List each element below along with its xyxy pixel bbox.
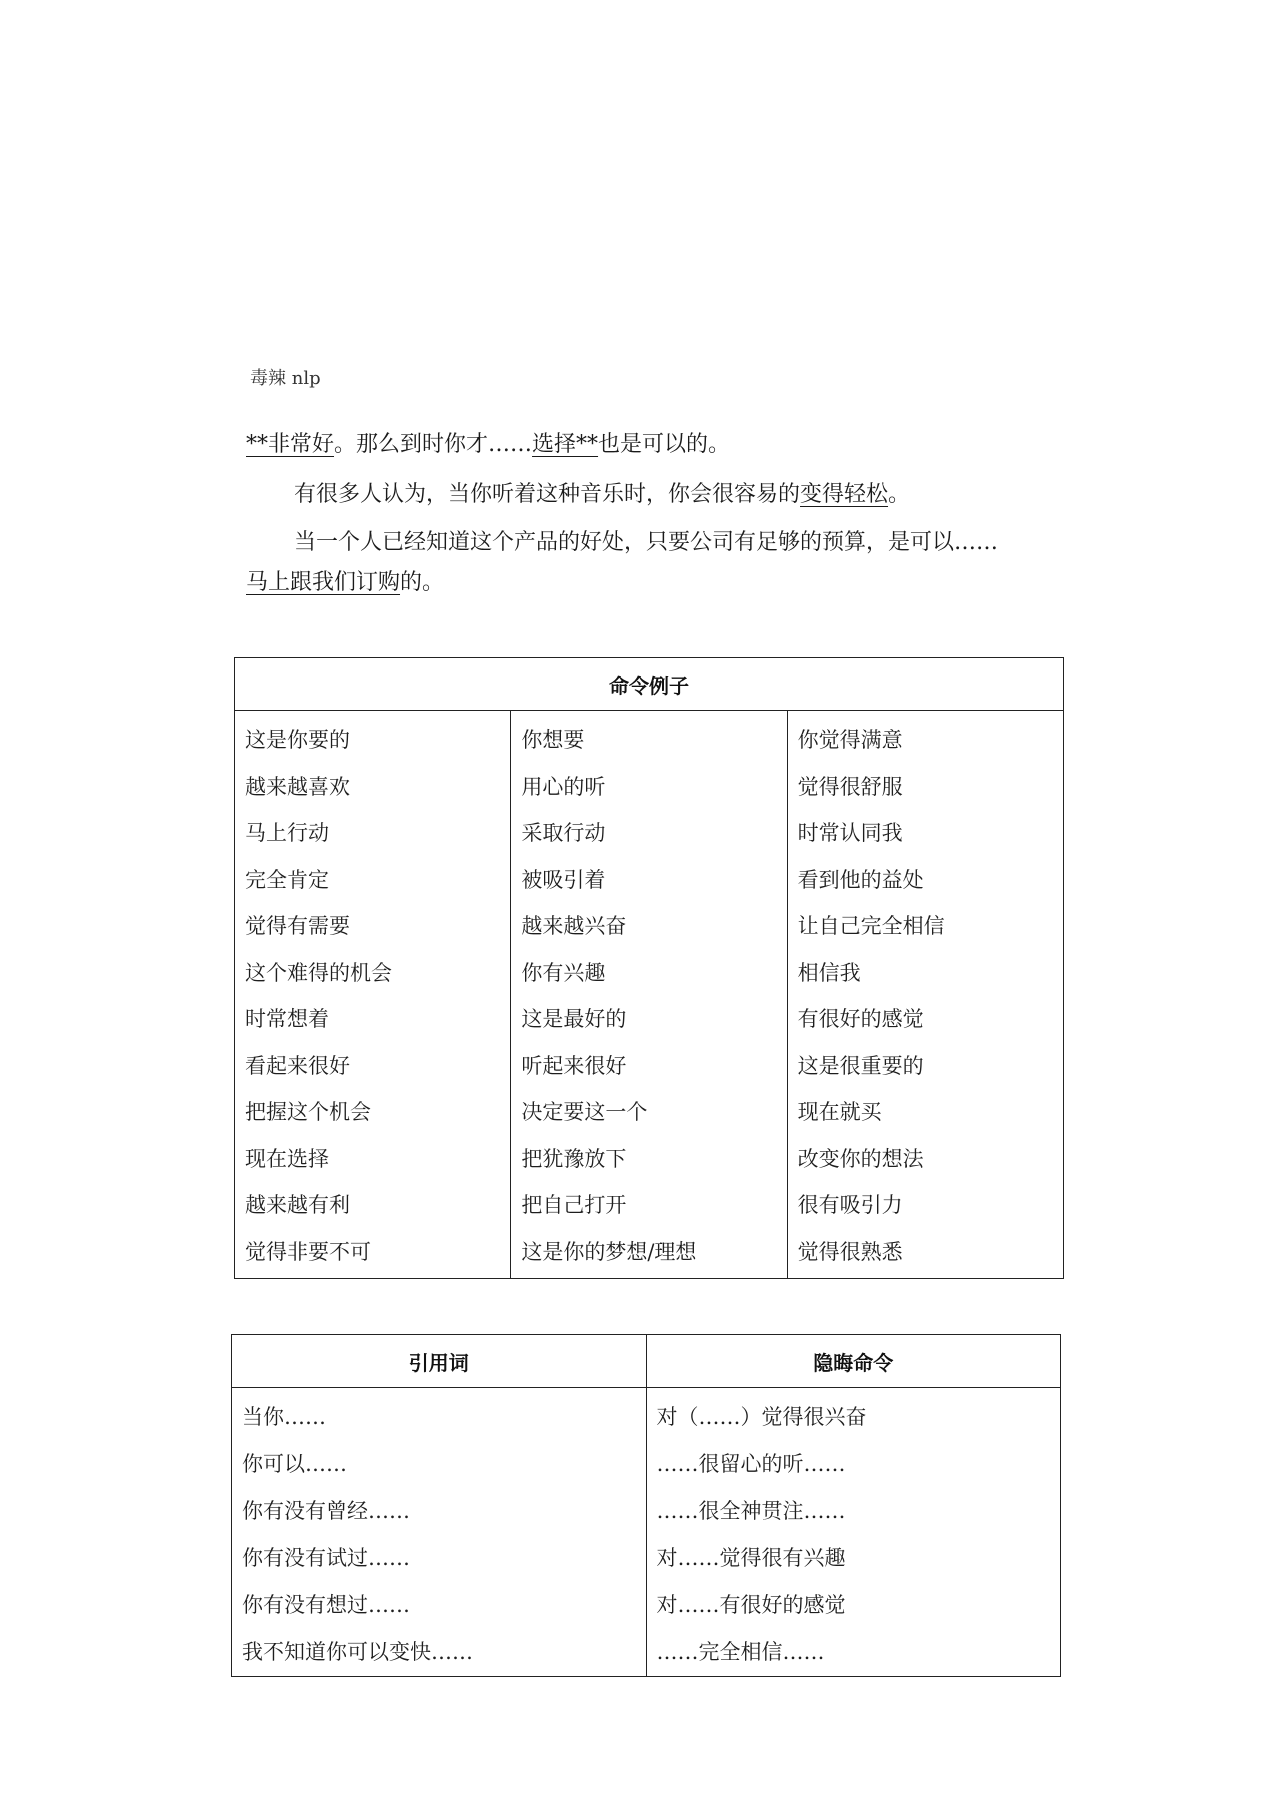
quote-word-item: 当你…… — [242, 1405, 326, 1429]
quote-column-2 — [646, 1388, 1061, 1677]
paragraph-text: 的。 — [400, 570, 445, 595]
command-item: 你想要 — [521, 728, 585, 752]
paragraph-text: 有很多人认为，当你听着这种音乐时，你会很容易的 — [294, 482, 801, 507]
command-examples-table — [234, 657, 1064, 1279]
quote-header-quote-words: 引用词 — [232, 1335, 647, 1388]
quote-column-1 — [232, 1388, 647, 1677]
command-item: 有很好的感觉 — [797, 1007, 924, 1031]
paragraph-text: 。 — [888, 482, 911, 507]
command-item: 现在选择 — [245, 1146, 329, 1171]
command-item: 越来越喜欢 — [245, 774, 350, 799]
quote-word-item: 你有没有曾经…… — [242, 1499, 410, 1523]
quote-header-implied-commands: 隐晦命令 — [646, 1335, 1061, 1388]
underlined-phrase: 马上跟我们订购 — [246, 570, 401, 595]
implied-command-item: 对……觉得很有兴趣 — [656, 1546, 846, 1570]
quote-word-item: 你可以…… — [242, 1452, 347, 1476]
quote-words-table — [231, 1334, 1061, 1677]
command-item: 听起来很好 — [521, 1053, 627, 1078]
command-item: 现在就买 — [797, 1100, 882, 1124]
command-item: 相信我 — [797, 960, 861, 985]
command-item: 完全肯定 — [245, 867, 329, 892]
command-item: 越来越兴奋 — [521, 914, 627, 938]
command-item: 让自己完全相信 — [797, 914, 945, 938]
command-item: 这是你的梦想/理想 — [521, 1239, 697, 1264]
command-item: 觉得有需要 — [245, 914, 350, 938]
command-item: 看起来很好 — [245, 1053, 350, 1078]
command-item: 越来越有利 — [245, 1193, 350, 1217]
implied-command-item: ……很全神贯注…… — [656, 1499, 846, 1523]
command-item: 改变你的想法 — [797, 1146, 924, 1171]
paragraph-4 — [246, 568, 444, 598]
command-item: 把自己打开 — [521, 1193, 627, 1217]
command-item: 这个难得的机会 — [245, 960, 392, 985]
underlined-phrase: **非常好 — [246, 432, 335, 457]
command-column-2 — [511, 711, 787, 1279]
command-column-3 — [787, 711, 1063, 1279]
command-item: 被吸引着 — [521, 867, 606, 892]
quote-word-item: 我不知道你可以变快…… — [242, 1640, 473, 1664]
implied-command-item: ……很留心的听…… — [656, 1452, 846, 1476]
command-item: 觉得很熟悉 — [797, 1239, 903, 1264]
implied-command-item: ……完全相信…… — [656, 1640, 825, 1664]
command-item: 把犹豫放下 — [521, 1146, 627, 1171]
command-item: 这是很重要的 — [797, 1053, 924, 1078]
command-item: 看到他的益处 — [797, 867, 924, 892]
command-item: 采取行动 — [521, 821, 606, 845]
command-table-title: 命令例子 — [235, 658, 1064, 711]
command-column-1 — [235, 711, 511, 1279]
command-item: 马上行动 — [245, 821, 329, 845]
quote-word-item: 你有没有试过…… — [242, 1546, 410, 1570]
implied-command-item: 对（……）觉得很兴奋 — [656, 1405, 867, 1429]
paragraph-1 — [246, 430, 730, 460]
command-item: 很有吸引力 — [797, 1193, 903, 1217]
command-item: 这是最好的 — [521, 1007, 627, 1031]
paragraph-text: 也是可以的。 — [598, 432, 731, 457]
command-item: 用心的听 — [521, 774, 606, 799]
paragraph-text: 。那么到时你才…… — [334, 432, 533, 457]
underlined-phrase: 选择** — [532, 432, 599, 457]
command-item: 觉得非要不可 — [245, 1239, 371, 1264]
command-item: 决定要这一个 — [521, 1100, 648, 1124]
command-item: 觉得很舒服 — [797, 774, 903, 799]
command-item: 你觉得满意 — [797, 728, 903, 752]
paragraph-text: 当一个人已经知道这个产品的好处，只要公司有足够的预算，是可以…… — [294, 530, 999, 555]
paragraph-3 — [294, 528, 998, 558]
command-item: 时常认同我 — [797, 821, 903, 845]
paragraph-2 — [294, 480, 910, 510]
underlined-phrase: 变得轻松 — [800, 482, 889, 507]
page-header: 毒辣 nlp — [250, 368, 321, 389]
command-item: 你有兴趣 — [521, 960, 606, 985]
command-item: 这是你要的 — [245, 728, 350, 752]
quote-word-item: 你有没有想过…… — [242, 1593, 410, 1617]
implied-command-item: 对……有很好的感觉 — [656, 1593, 846, 1617]
command-item: 把握这个机会 — [245, 1100, 371, 1124]
command-item: 时常想着 — [245, 1007, 329, 1031]
